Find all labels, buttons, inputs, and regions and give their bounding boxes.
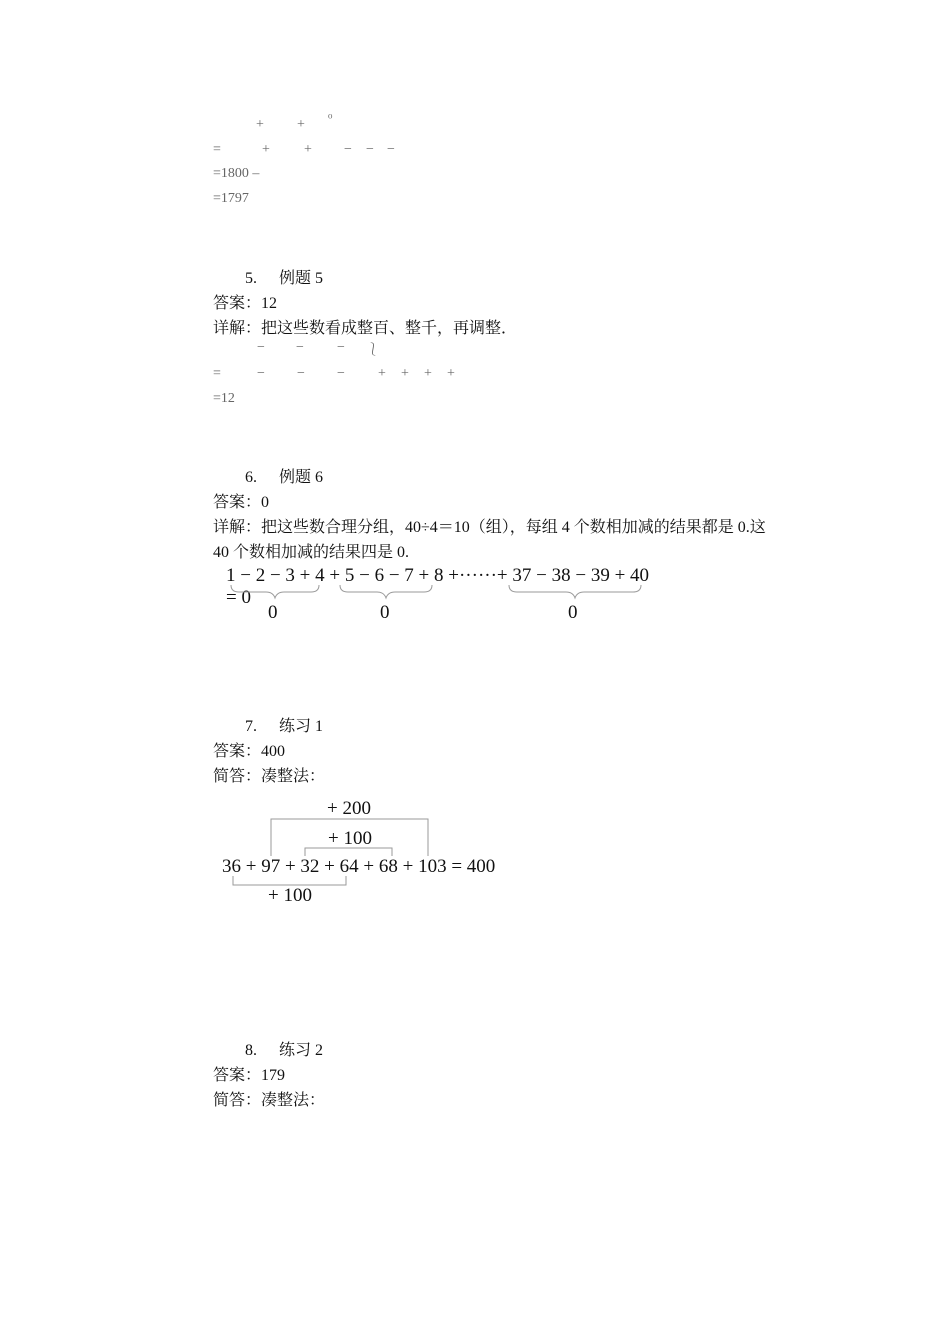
question-title: 例题 5 <box>279 270 324 287</box>
calc-op: − <box>337 340 345 355</box>
answer-line: 答案：400 <box>213 743 286 760</box>
calc-op: − <box>257 366 265 381</box>
calc-equals: = <box>213 142 221 157</box>
answer-line: 答案：0 <box>213 494 270 511</box>
calc-op: − <box>257 340 265 355</box>
detail-line: 40 个数相加减的结果四是 0. <box>213 544 410 561</box>
question-number: 8. <box>245 1042 257 1059</box>
calc-op: − <box>296 340 304 355</box>
calc-op: + <box>297 117 305 132</box>
answer-line: 答案：179 <box>213 1067 286 1084</box>
brief-line: 简答：凑整法： <box>213 1092 326 1109</box>
calc-op: + <box>401 366 409 381</box>
question-title: 练习 1 <box>279 718 324 735</box>
calc-result: =1797 <box>213 191 249 206</box>
pairing-expression: 36 + 97 + 32 + 64 + 68 + 103 = 400 <box>222 856 496 877</box>
calc-op: + <box>262 142 270 157</box>
detail-line: 详解：把这些数合理分组，40÷4＝10（组），每组 4 个数相加减的结果都是 0.这 <box>213 519 766 536</box>
question-number: 5. <box>245 270 257 287</box>
group-label: 0 <box>380 602 390 623</box>
grouping-equals: = 0 <box>226 587 251 608</box>
brief-line: 简答：凑整法： <box>213 768 326 785</box>
pair-label: + 100 <box>328 828 372 849</box>
pair-label: + 100 <box>268 885 312 906</box>
calc-op: − <box>344 142 352 157</box>
calc-op: + <box>378 366 386 381</box>
calc-op: + <box>447 366 455 381</box>
group-label: 0 <box>568 602 578 623</box>
calc-op: − <box>297 366 305 381</box>
question-number: 6. <box>245 469 257 486</box>
grouping-expression: 1 − 2 − 3 + 4 + 5 − 6 − 7 + 8 +······+ 37 − 38 − 39 + 40 <box>226 565 650 586</box>
calc-line: =1800 – <box>213 166 260 181</box>
calc-op: + <box>256 117 264 132</box>
question-number: 7. <box>245 718 257 735</box>
question-title: 例题 6 <box>279 469 324 486</box>
calc-op: + <box>424 366 432 381</box>
calc-op: − <box>387 142 395 157</box>
calc-op: ⎱ <box>367 342 380 356</box>
detail-line: 详解：把这些数看成整百、整千，再调整． <box>213 320 518 337</box>
group-label: 0 <box>268 602 278 623</box>
calc-op: + <box>304 142 312 157</box>
pair-label: + 200 <box>327 798 371 819</box>
calc-op: ⁰ <box>328 113 333 125</box>
calc-op: − <box>337 366 345 381</box>
calc-result: =12 <box>213 391 235 406</box>
calc-equals: = <box>213 366 221 381</box>
calc-op: − <box>366 142 374 157</box>
question-title: 练习 2 <box>279 1042 324 1059</box>
answer-line: 答案：12 <box>213 295 278 312</box>
